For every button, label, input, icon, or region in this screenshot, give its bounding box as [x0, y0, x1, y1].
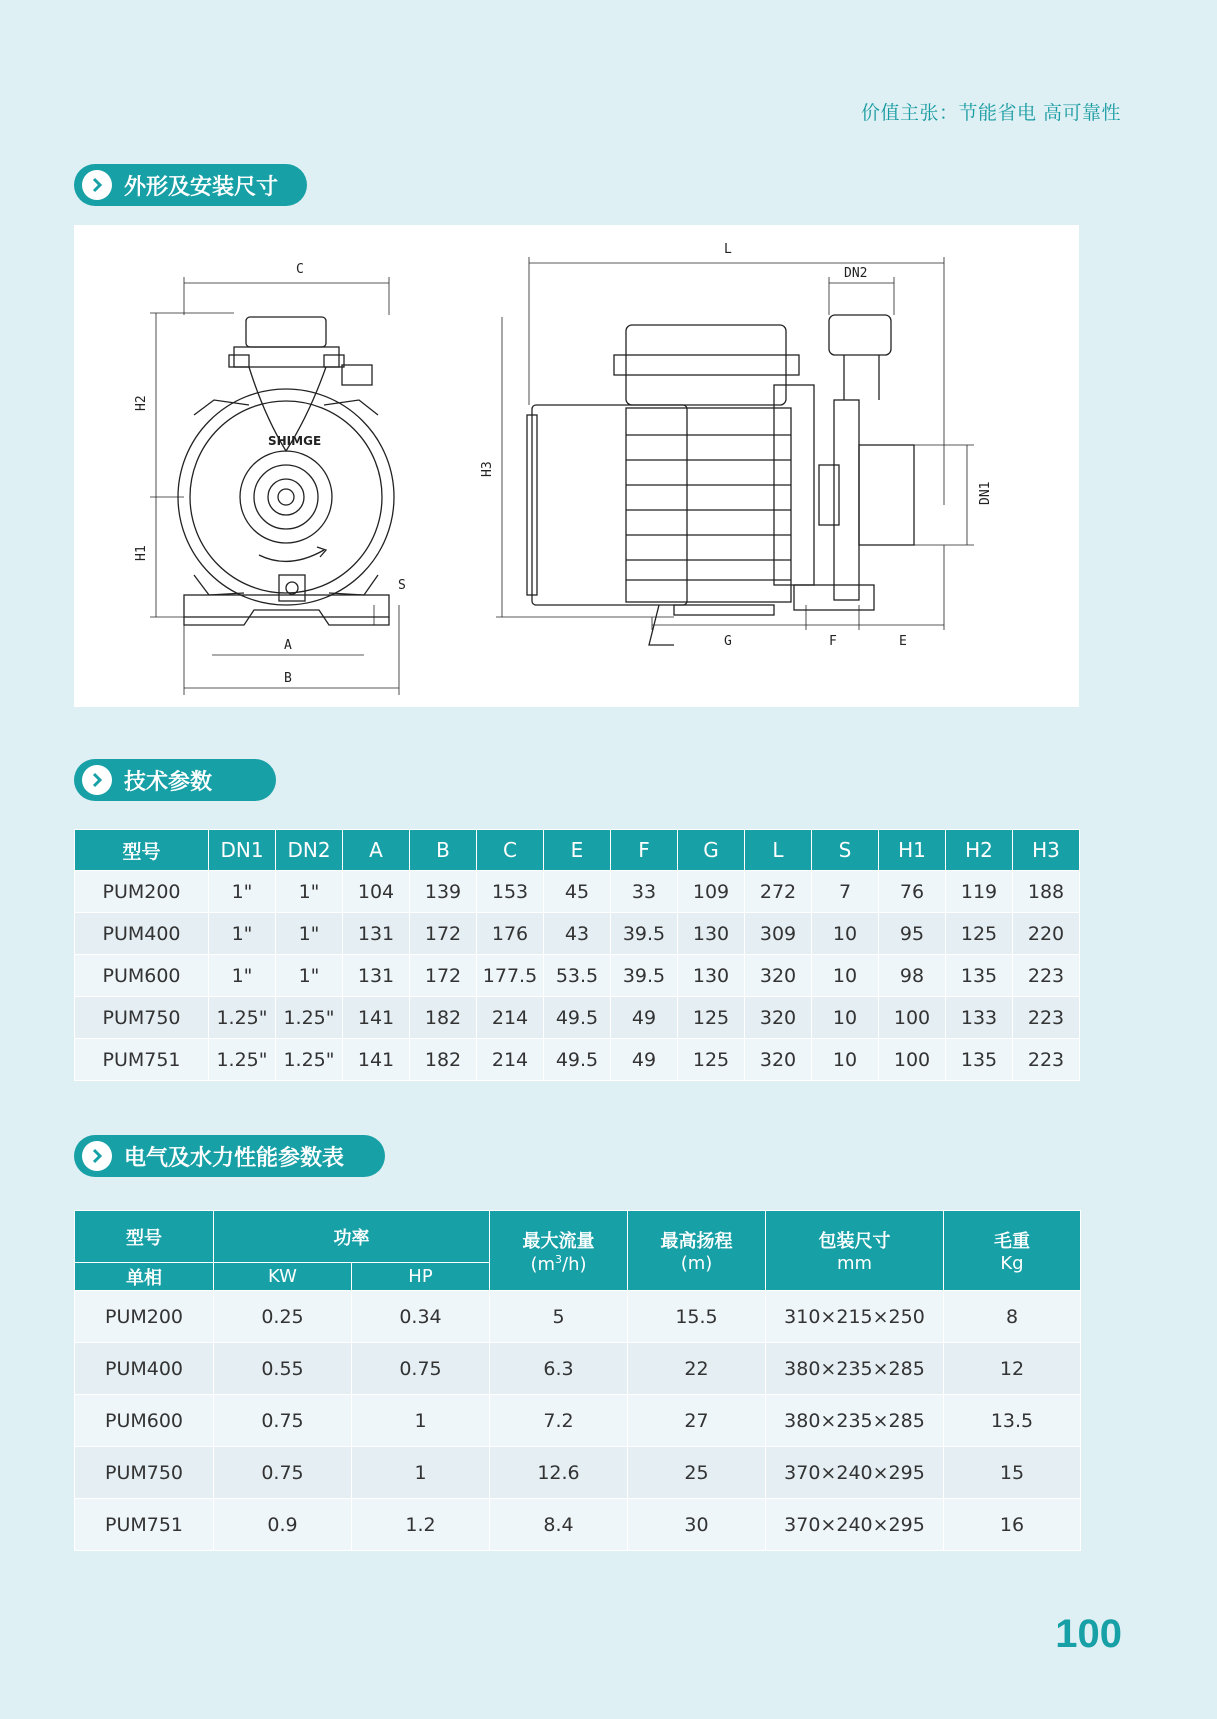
table-cell: 25: [628, 1447, 766, 1499]
table-cell: 0.25: [214, 1291, 352, 1343]
table-cell: 370×240×295: [766, 1499, 944, 1551]
model-cell: PUM751: [75, 1499, 214, 1551]
inlet-port: [859, 445, 914, 545]
table-cell: 135: [946, 1039, 1013, 1081]
perf-header-hp: HP: [352, 1263, 490, 1291]
perf-header-head-title: 最高扬程: [660, 1231, 733, 1252]
dim-label-L: L: [724, 242, 732, 257]
spec-header-s: S: [812, 830, 879, 871]
spec-table: [74, 829, 1080, 1081]
table-cell: 39.5: [611, 955, 678, 997]
spec-header-dn1: DN1: [209, 830, 276, 871]
table-cell: 6.3: [490, 1343, 628, 1395]
table-cell: 131: [343, 955, 410, 997]
section-title-text: 外形及安装尺寸: [124, 174, 279, 200]
table-cell: 130: [678, 913, 745, 955]
table-cell: 125: [678, 997, 745, 1039]
table-row: [75, 1291, 1081, 1343]
table-cell: 53.5: [544, 955, 611, 997]
table-cell: 141: [343, 1039, 410, 1081]
table-row: [75, 913, 1080, 955]
table-cell: 320: [745, 1039, 812, 1081]
table-cell: 1.25": [209, 1039, 276, 1081]
table-cell: 380×235×285: [766, 1343, 944, 1395]
table-cell: 133: [946, 997, 1013, 1039]
spec-header-row: [75, 830, 1080, 871]
table-cell: 43: [544, 913, 611, 955]
dim-label-S: S: [398, 578, 406, 593]
perf-header-flow-unit-b: /h): [562, 1253, 587, 1275]
perf-header-row-1: [75, 1211, 1081, 1263]
table-cell: 370×240×295: [766, 1447, 944, 1499]
table-cell: 49: [611, 1039, 678, 1081]
table-cell: 76: [879, 871, 946, 913]
spec-header-b: B: [410, 830, 477, 871]
table-cell: 153: [477, 871, 544, 913]
perf-header-weight: [944, 1211, 1081, 1291]
table-cell: 5: [490, 1291, 628, 1343]
table-cell: 125: [946, 913, 1013, 955]
table-cell: 320: [745, 997, 812, 1039]
dim-label-H3: H3: [480, 461, 495, 477]
table-cell: 310×215×250: [766, 1291, 944, 1343]
table-cell: 172: [410, 913, 477, 955]
table-cell: 30: [628, 1499, 766, 1551]
section-title-perf: [74, 1135, 385, 1177]
perf-header-weight-title: 毛重: [994, 1231, 1030, 1252]
table-cell: 223: [1013, 955, 1080, 997]
model-cell: PUM200: [75, 1291, 214, 1343]
table-cell: 10: [812, 997, 879, 1039]
spec-header-dn2: DN2: [276, 830, 343, 871]
perf-header-kw: KW: [214, 1263, 352, 1291]
table-cell: 131: [343, 913, 410, 955]
table-cell: 1: [352, 1447, 490, 1499]
chevron-right-icon: [82, 1141, 112, 1171]
spec-header-e: E: [544, 830, 611, 871]
table-cell: 95: [879, 913, 946, 955]
table-cell: 172: [410, 955, 477, 997]
table-cell: 214: [477, 1039, 544, 1081]
table-cell: 98: [879, 955, 946, 997]
table-cell: 7: [812, 871, 879, 913]
perf-header-weight-unit: Kg: [1000, 1253, 1024, 1274]
table-cell: 182: [410, 997, 477, 1039]
spec-header-l: L: [745, 830, 812, 871]
table-cell: 135: [946, 955, 1013, 997]
table-cell: 380×235×285: [766, 1395, 944, 1447]
perf-header-flow-unit-sup: 3: [555, 1252, 563, 1266]
table-cell: 12: [944, 1343, 1081, 1395]
table-cell: 1": [209, 913, 276, 955]
table-cell: 15: [944, 1447, 1081, 1499]
table-cell: 15.5: [628, 1291, 766, 1343]
dim-label-H1: H1: [134, 545, 149, 561]
table-cell: 1.25": [209, 997, 276, 1039]
model-cell: PUM400: [75, 913, 209, 955]
table-cell: 0.34: [352, 1291, 490, 1343]
dim-label-DN1: DN1: [978, 481, 993, 505]
dimension-drawing: [74, 225, 1079, 707]
slogan: 价值主张：节能省电 高可靠性: [860, 102, 1121, 124]
table-cell: 1.25": [276, 997, 343, 1039]
pump-drawing-svg: [74, 225, 1079, 707]
model-cell: PUM600: [75, 955, 209, 997]
section-title-text: 电气及水力性能参数表: [124, 1145, 345, 1171]
dim-label-F: F: [829, 634, 837, 649]
table-row: [75, 997, 1080, 1039]
brand-label: SHIMGE: [268, 434, 322, 448]
table-cell: 49.5: [544, 997, 611, 1039]
model-cell: PUM750: [75, 997, 209, 1039]
dim-label-DN2: DN2: [844, 266, 868, 281]
table-cell: 1": [209, 955, 276, 997]
perf-header-flow: [490, 1211, 628, 1291]
table-cell: 27: [628, 1395, 766, 1447]
table-cell: 109: [678, 871, 745, 913]
table-cell: 0.9: [214, 1499, 352, 1551]
table-row: [75, 1039, 1080, 1081]
spec-header-a: A: [343, 830, 410, 871]
table-cell: 223: [1013, 997, 1080, 1039]
table-cell: 13.5: [944, 1395, 1081, 1447]
section-title-tech: [74, 759, 276, 801]
table-cell: 0.55: [214, 1343, 352, 1395]
table-cell: 10: [812, 955, 879, 997]
dim-label-A: A: [284, 638, 292, 653]
table-cell: 0.75: [352, 1343, 490, 1395]
section-title-text: 技术参数: [124, 769, 213, 795]
dim-label-G: G: [724, 634, 732, 649]
table-cell: 1": [276, 871, 343, 913]
model-cell: PUM600: [75, 1395, 214, 1447]
outlet-port: [829, 315, 891, 355]
table-cell: 10: [812, 913, 879, 955]
perf-header-flow-title: 最大流量: [522, 1230, 595, 1252]
table-cell: 188: [1013, 871, 1080, 913]
table-cell: 1": [276, 913, 343, 955]
table-cell: 320: [745, 955, 812, 997]
table-cell: 139: [410, 871, 477, 913]
dim-label-B: B: [284, 671, 292, 686]
perf-header-package: [766, 1211, 944, 1291]
spec-header-c: C: [477, 830, 544, 871]
perf-header-package-unit: mm: [836, 1253, 873, 1274]
table-cell: 49: [611, 997, 678, 1039]
perf-header-head: [628, 1211, 766, 1291]
dim-label-H2: H2: [134, 395, 149, 411]
model-cell: PUM750: [75, 1447, 214, 1499]
table-cell: 119: [946, 871, 1013, 913]
table-cell: 0.75: [214, 1447, 352, 1499]
table-row: [75, 1499, 1081, 1551]
table-cell: 12.6: [490, 1447, 628, 1499]
spec-header-h3: H3: [1013, 830, 1080, 871]
table-cell: 141: [343, 997, 410, 1039]
perf-header-package-title: 包装尺寸: [818, 1231, 891, 1252]
table-cell: 1": [276, 955, 343, 997]
table-cell: 125: [678, 1039, 745, 1081]
model-cell: PUM200: [75, 871, 209, 913]
table-cell: 0.75: [214, 1395, 352, 1447]
table-cell: 1: [352, 1395, 490, 1447]
table-row: [75, 1447, 1081, 1499]
table-cell: 220: [1013, 913, 1080, 955]
table-cell: 177.5: [477, 955, 544, 997]
perf-header-model: 型号: [75, 1211, 214, 1263]
model-cell: PUM751: [75, 1039, 209, 1081]
table-cell: 100: [879, 997, 946, 1039]
perf-header-flow-unit: [490, 1253, 627, 1275]
table-row: [75, 1343, 1081, 1395]
spec-header-h1: H1: [879, 830, 946, 871]
table-cell: 1.25": [276, 1039, 343, 1081]
table-cell: 182: [410, 1039, 477, 1081]
table-cell: 10: [812, 1039, 879, 1081]
performance-table: [74, 1210, 1081, 1551]
dim-label-C: C: [296, 262, 304, 277]
spec-header-model: 型号: [75, 830, 209, 871]
table-cell: 100: [879, 1039, 946, 1081]
section-title-outline: [74, 164, 307, 206]
motor-housing: [626, 408, 791, 602]
table-cell: 8: [944, 1291, 1081, 1343]
table-row: [75, 871, 1080, 913]
dim-label-E: E: [899, 634, 907, 649]
table-cell: 49.5: [544, 1039, 611, 1081]
model-cell: PUM400: [75, 1343, 214, 1395]
perf-header-power: 功率: [214, 1211, 490, 1263]
chevron-right-icon: [82, 765, 112, 795]
table-cell: 1": [209, 871, 276, 913]
perf-header-head-unit: (m): [680, 1253, 713, 1274]
chevron-right-icon: [82, 170, 112, 200]
table-row: [75, 955, 1080, 997]
pump-body-outline: [178, 389, 394, 605]
spec-header-h2: H2: [946, 830, 1013, 871]
table-cell: 45: [544, 871, 611, 913]
table-cell: 309: [745, 913, 812, 955]
table-cell: 214: [477, 997, 544, 1039]
perf-header-single-phase: 单相: [75, 1263, 214, 1291]
table-cell: 272: [745, 871, 812, 913]
table-cell: 130: [678, 955, 745, 997]
table-row: [75, 1395, 1081, 1447]
table-cell: 223: [1013, 1039, 1080, 1081]
table-cell: 7.2: [490, 1395, 628, 1447]
table-cell: 22: [628, 1343, 766, 1395]
page-number: 100: [1055, 1612, 1122, 1656]
perf-header-flow-unit-a: (m: [530, 1253, 556, 1275]
table-cell: 8.4: [490, 1499, 628, 1551]
spec-header-f: F: [611, 830, 678, 871]
table-cell: 176: [477, 913, 544, 955]
table-cell: 1.2: [352, 1499, 490, 1551]
table-cell: 39.5: [611, 913, 678, 955]
table-cell: 104: [343, 871, 410, 913]
table-cell: 33: [611, 871, 678, 913]
terminal-box: [626, 325, 786, 405]
table-cell: 16: [944, 1499, 1081, 1551]
spec-header-g: G: [678, 830, 745, 871]
